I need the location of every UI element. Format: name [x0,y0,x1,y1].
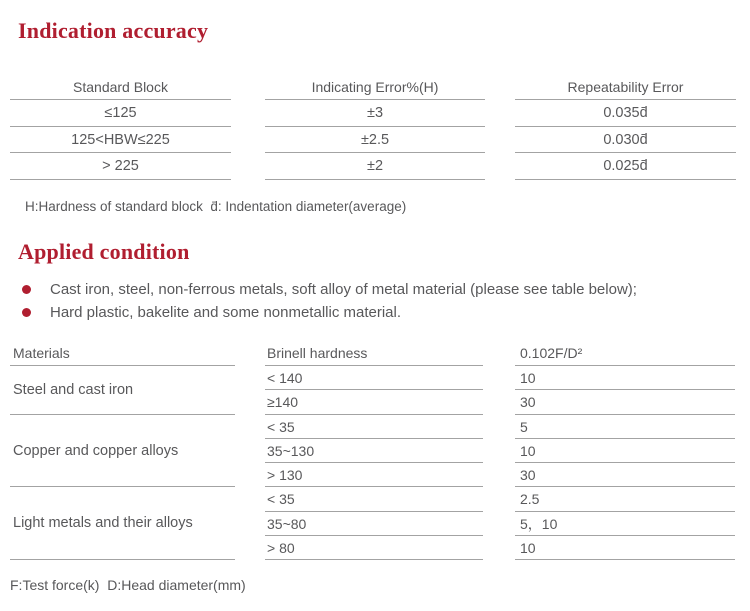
table2-column-brinell-hardness [265,342,483,560]
table2-footnote: F:Test force(k) D:Head diameter(mm) [10,577,246,593]
table-cell: < 35 [265,415,483,439]
indication-accuracy-table [10,76,736,181]
table1-footnote: H:Hardness of standard block d̄: Indentation diameter(average) [25,199,407,214]
material-group-label: Steel and cast iron [10,366,235,415]
table-cell: 30 [515,463,735,487]
applied-condition-bullet-list [22,280,637,326]
table-cell: 5 [515,415,735,439]
section-title-applied-condition: Applied condition [18,239,190,264]
table-cell: 125<HBW≤225 [10,127,231,154]
table-cell: 0.030d̄ [515,127,736,154]
table-cell: 5，10 [515,512,735,536]
table-cell: ≥140 [265,390,483,414]
table-cell: 10 [515,439,735,463]
table-cell: > 80 [265,536,483,560]
table-cell: ±2 [265,153,485,180]
bullet-text: Cast iron, steel, non-ferrous metals, soft alloy of metal material (please see table below); [50,280,637,298]
table-cell: ±3 [265,100,485,127]
table1-column-indicating-error [265,76,485,180]
column-header: Materials [10,342,235,366]
table-cell: < 140 [265,366,483,390]
bullet-icon [22,308,31,317]
applied-condition-table [10,342,736,562]
table-cell: > 225 [10,153,231,180]
section-title-indication-accuracy: Indication accuracy [18,18,209,43]
bullet-text: Hard plastic, bakelite and some nonmetallic material. [50,303,401,321]
table-cell: 30 [515,390,735,414]
table-cell: 0.035d̄ [515,100,736,127]
material-group-label: Light metals and their alloys [10,487,235,560]
column-header: Brinell hardness [265,342,483,366]
column-header: Standard Block [10,76,231,100]
bullet-icon [22,285,31,294]
material-group-label: Copper and copper alloys [10,415,235,488]
table-cell: > 130 [265,463,483,487]
column-header: Repeatability Error [515,76,736,100]
list-item [22,280,637,298]
table-cell: ±2.5 [265,127,485,154]
table-cell: 35~130 [265,439,483,463]
column-header: 0.102F/D² [515,342,735,366]
table-cell: ≤125 [10,100,231,127]
table-cell: < 35 [265,487,483,511]
table-cell: 35~80 [265,512,483,536]
table2-column-materials [10,342,235,560]
table2-column-force-ratio [515,342,735,560]
table-cell: 10 [515,366,735,390]
table-cell: 10 [515,536,735,560]
table1-column-repeatability-error [515,76,736,180]
table1-column-standard-block [10,76,231,180]
column-header: Indicating Error%(H) [265,76,485,100]
table-cell: 0.025d̄ [515,153,736,180]
list-item [22,303,637,321]
table-cell: 2.5 [515,487,735,511]
